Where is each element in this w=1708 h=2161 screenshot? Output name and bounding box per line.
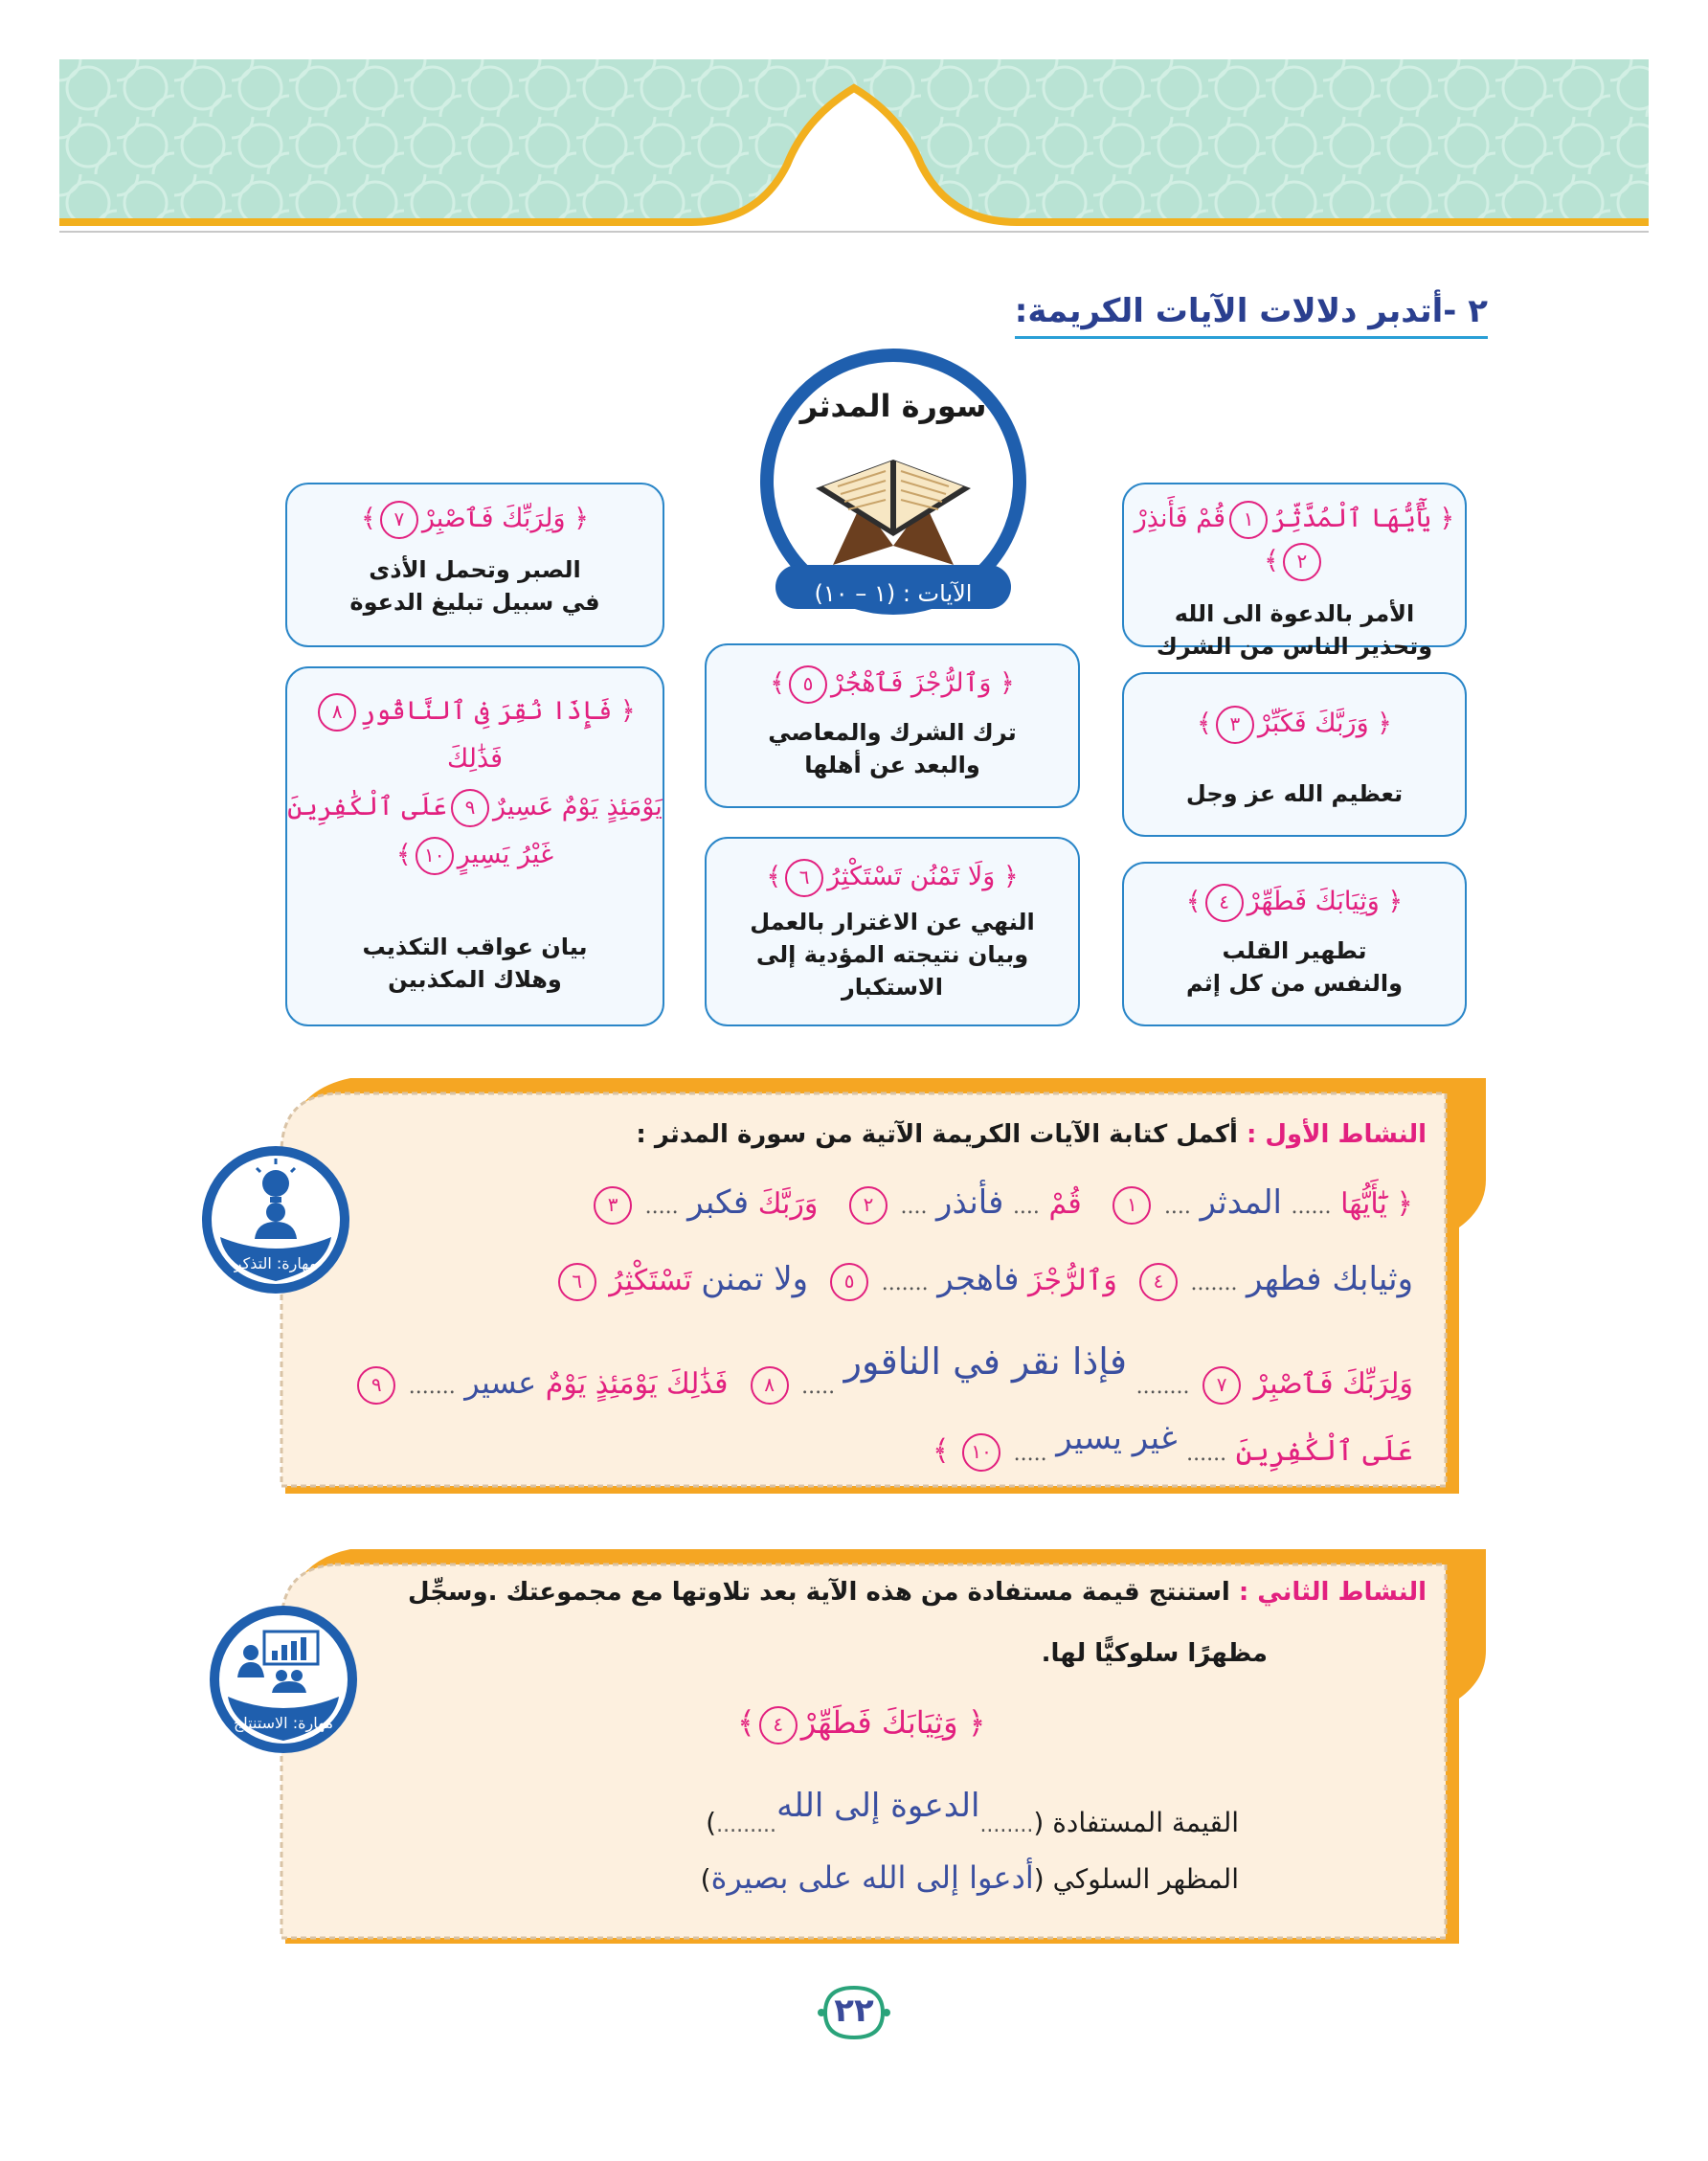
section-title: ٢ -أتدبر دلالات الآيات الكريمة: <box>1015 292 1488 339</box>
verse-box-1 <box>1122 483 1467 660</box>
behavior-answer: أدعوا إلى الله على بصيرة <box>710 1859 1034 1896</box>
skill-label: مهارة: الاستنتاج <box>233 1714 334 1732</box>
verse-meaning: بيان عواقب التكذيب <box>362 934 588 960</box>
verse-meaning: تعظيم الله عز وجل <box>1185 780 1404 807</box>
answer-handwritten: فأنذر <box>936 1183 1004 1222</box>
answer-handwritten: فكبر <box>687 1183 750 1222</box>
verse-meaning: الاستكبار <box>841 974 944 1001</box>
verse-box-7 <box>285 483 664 647</box>
answer-handwritten: عسير <box>464 1364 537 1401</box>
activity2-instruction-2: مظهرًا سلوكيًّا لها. <box>1041 1639 1268 1668</box>
verse-meaning: والنفس من كل إثم <box>1185 970 1404 997</box>
skill-label: مهارة: التذكر <box>234 1254 318 1272</box>
answer-handwritten: غير يسير <box>1056 1419 1178 1457</box>
ayat-range: الآيات : (١ – ١٠) <box>814 580 973 607</box>
verse-text: ﴿ وَثِيَابَكَ فَطَهِّرْ٤﴾ <box>1124 881 1465 923</box>
behavior-row: المظهر السلوكي (أدعوا إلى الله على بصيرة) <box>700 1859 1239 1896</box>
activity2-heading <box>408 1578 1427 1607</box>
activity1-instruction: أكمل كتابة الآيات الكريمة الآتية من سورة المدثر : <box>636 1120 1238 1149</box>
verse-box-3 <box>1122 672 1467 837</box>
activity1-heading <box>636 1120 1427 1149</box>
verse-meaning: وبيان نتيجته المؤدية إلى <box>755 941 1029 968</box>
answer-handwritten: المدثر <box>1200 1183 1282 1222</box>
verse-text: ﴿ يَٰٓأَيُّهَا ٱلْمُدَّثِّرُ١قُمْ فَأَنذِرْ٢﴾ <box>1124 498 1465 582</box>
value-answer: الدعوة إلى الله <box>776 1787 980 1825</box>
verse-box-5 <box>705 643 1080 808</box>
value-label: القيمة المستفادة ( <box>1033 1807 1239 1838</box>
fill-row-4: عَلَى ٱلْكَٰفِرِينَ ...... غير يسير ..... ١٠ ﴾ <box>933 1419 1413 1472</box>
verse-text: ﴿ وَرَبَّكَ فَكَبِّرْ٣﴾ <box>1124 703 1465 745</box>
page-number: ٢٢ <box>834 1992 874 2030</box>
verse-meaning: وهلاك المكذبين <box>388 966 562 993</box>
verse-meaning: تطهير القلب <box>1222 937 1367 964</box>
fill-row-3: وَلِرَبِّكَ فَٱصْبِرْ ٧ ........ فإذا نقر في الناقور ..... ٨ فَذَٰلِكَ يَوْمَئِذٍ يَوْمٌ عسير ....... ٩ <box>353 1340 1413 1405</box>
verse-box-8-10 <box>285 666 664 1026</box>
verse-meaning: وتحذير الناس من الشرك <box>1156 633 1433 660</box>
verse-meaning: والبعد عن أهلها <box>804 752 980 778</box>
activity2-title: النشاط الثاني : <box>1238 1578 1427 1607</box>
answer-handwritten: فإذا نقر في الناقور <box>843 1340 1128 1383</box>
verse-meaning: في سبيل تبليغ الدعوة <box>349 589 600 616</box>
behavior-label: المظهر السلوكي ( <box>1033 1863 1239 1895</box>
fill-row-2: وثيابك فطهر ....... ٤ وَٱلرُّجْزَ فاهجر ....... ٥ ولا تمنن تَسْتَكْثِرُ ٦ <box>554 1260 1413 1301</box>
verse-text: ﴿ وَلِرَبِّكَ فَٱصْبِرْ٧﴾ <box>287 498 663 540</box>
header-banner <box>59 59 1649 241</box>
value-row: القيمة المستفادة (........الدعوة إلى الله.........) <box>706 1787 1239 1838</box>
activity2-instruction-1: استنتج قيمة مستفادة من هذه الآية بعد تلاوتها مع مجموعتك .وسجِّل <box>407 1578 1230 1607</box>
fill-row-1: ﴿ يَٰٓأَيُّهَا ...... المدثر .... ١ قُمْ .... فأنذر .... ٢ وَرَبَّكَ فكبر ..... ٣ <box>590 1183 1413 1225</box>
verse-meaning: ترك الشرك والمعاصي <box>768 719 1017 746</box>
verse-text: ﴿ وَٱلرُّجْزَ فَٱهْجُرْ٥﴾ <box>707 663 1078 705</box>
verse-box-4 <box>1122 862 1467 1026</box>
answer-handwritten: ولا تمنن <box>701 1260 809 1298</box>
activity1-title: النشاط الأول : <box>1246 1120 1427 1149</box>
answer-handwritten: فاهجر <box>937 1260 1020 1298</box>
verse-text: ﴿ وَلَا تَمْنُن تَسْتَكْثِرُ٦﴾ <box>707 856 1078 898</box>
answer-handwritten: وثيابك فطهر <box>1246 1260 1413 1298</box>
verse-meaning: الأمر بالدعوة الى الله <box>1174 600 1415 627</box>
verse-meaning: النهي عن الاغترار بالعمل <box>750 909 1035 935</box>
verse-box-6 <box>705 837 1080 1026</box>
surah-name: سورة المدثر <box>799 388 987 424</box>
verse-text: ﴿ فَإِذَا نُقِرَ فِى ٱلنَّاقُورِ٨فَذَٰلِكَ يَوْمَئِذٍ يَوْمٌ عَسِيرٌ٩عَلَى ٱلْكَٰفِرِينَ غَيْرُ يَسِيرٍ١٠﴾ <box>287 687 663 879</box>
verse-meaning: الصبر وتحمل الأذى <box>369 556 581 583</box>
activity2-verse: ﴿ وَثِيَابَكَ فَطَهِّرْ٤﴾ <box>737 1704 985 1745</box>
